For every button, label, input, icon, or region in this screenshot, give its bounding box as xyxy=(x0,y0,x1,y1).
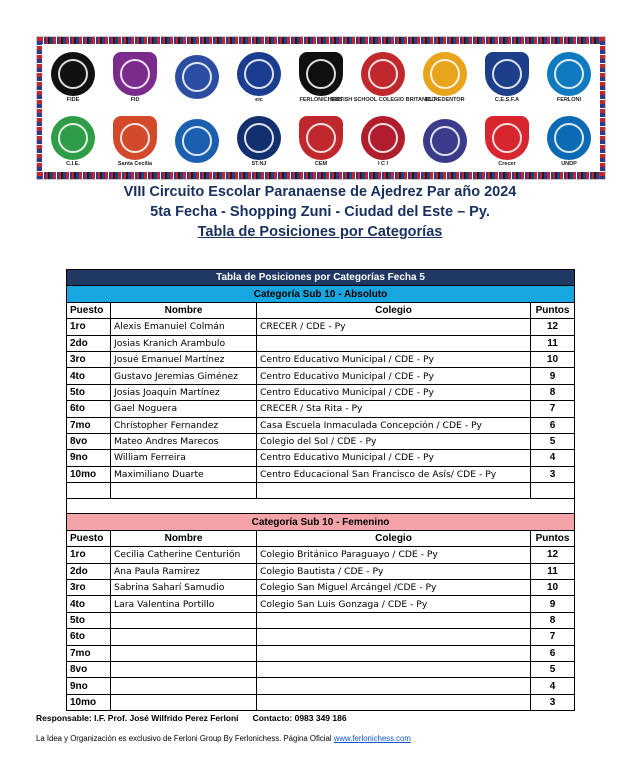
player-name-cell xyxy=(111,629,257,645)
logo-emblem-ring xyxy=(430,126,460,156)
player-name-cell xyxy=(111,645,257,661)
table-row xyxy=(67,335,575,351)
table-row xyxy=(67,401,575,417)
logo-caption: CEM xyxy=(314,160,328,167)
cesfa-icon xyxy=(481,49,533,105)
col-header-colegio: Colegio xyxy=(257,302,531,318)
points-cell: 6 xyxy=(531,417,575,433)
school-cell: CRECER / CDE - Py xyxy=(257,319,531,335)
points-cell: 8 xyxy=(531,384,575,400)
stnj-icon xyxy=(233,113,285,169)
school-cell xyxy=(257,335,531,351)
school-cell xyxy=(257,694,531,710)
logo-caption: FERLONI xyxy=(556,96,582,103)
school-cell: Centro Educacional San Francisco de Asís/ CDE - Py xyxy=(257,466,531,482)
logo-caption: C.I.E. xyxy=(66,160,80,167)
logo-emblem-ring xyxy=(306,123,336,153)
logo-emblem-ring xyxy=(554,59,584,89)
logo-emblem xyxy=(113,116,157,160)
banner-border-top xyxy=(37,37,605,44)
position-cell: 4to xyxy=(67,368,111,384)
crecer-icon xyxy=(481,113,533,169)
undp-icon xyxy=(543,113,595,169)
gap-cell xyxy=(67,499,575,514)
points-cell: 10 xyxy=(531,351,575,367)
responsable-text: Responsable: I.F. Prof. José Wilfrido Perez Ferloni xyxy=(36,713,239,723)
position-cell: 3ro xyxy=(67,580,111,596)
logo-emblem-ring xyxy=(120,123,150,153)
logo-caption: FERLONICHESS xyxy=(299,96,343,103)
position-cell: 7mo xyxy=(67,645,111,661)
category-header xyxy=(67,514,575,530)
standings-body xyxy=(67,270,575,711)
points-cell: 4 xyxy=(531,450,575,466)
col-header-nombre: Nombre xyxy=(111,302,257,318)
redentor-icon xyxy=(419,49,471,105)
position-cell: 5to xyxy=(67,384,111,400)
santa-rita-icon xyxy=(419,113,471,169)
logo-emblem xyxy=(237,52,281,96)
logo-row-bottom xyxy=(47,111,595,171)
table-row xyxy=(67,629,575,645)
logo-emblem xyxy=(361,116,405,160)
logo-emblem xyxy=(299,116,343,160)
logo-emblem-ring xyxy=(306,59,336,89)
logo-caption: eic xyxy=(255,96,263,103)
logo-emblem-ring xyxy=(368,59,398,89)
school-cell: Centro Educativo Municipal / CDE - Py xyxy=(257,368,531,384)
position-cell: 2do xyxy=(67,335,111,351)
logo-emblem xyxy=(299,52,343,96)
table-row xyxy=(67,645,575,661)
eic-logo-icon xyxy=(233,49,285,105)
table-row xyxy=(67,678,575,694)
points-cell: 6 xyxy=(531,645,575,661)
table-row xyxy=(67,563,575,579)
points-cell: 7 xyxy=(531,629,575,645)
cem-logo-icon xyxy=(295,113,347,169)
banner-border-bottom xyxy=(37,172,605,179)
table-main-header xyxy=(67,270,575,286)
school-cell: Centro Educativo Municipal / CDE - Py xyxy=(257,351,531,367)
fid-crest-icon xyxy=(109,49,161,105)
table-row xyxy=(67,694,575,710)
category-header xyxy=(67,286,575,302)
document-titles xyxy=(0,182,640,242)
player-name-cell xyxy=(111,612,257,628)
player-name-cell: Mateo Andres Marecos xyxy=(111,433,257,449)
table-row xyxy=(67,596,575,612)
points-cell: 4 xyxy=(531,678,575,694)
points-cell: 12 xyxy=(531,319,575,335)
table-row xyxy=(67,450,575,466)
col-header-puesto: Puesto xyxy=(67,530,111,546)
logo-emblem-ring xyxy=(492,59,522,89)
logo-emblem-ring xyxy=(182,126,212,156)
points-cell: 12 xyxy=(531,547,575,563)
event-subtitle: 5ta Fecha - Shopping Zuni - Ciudad del Este – Py. xyxy=(150,204,490,220)
player-name-cell xyxy=(111,694,257,710)
standings-table xyxy=(66,269,575,711)
school-cell: CRECER / Sta Rita - Py xyxy=(257,401,531,417)
points-cell: 3 xyxy=(531,466,575,482)
column-header-row xyxy=(67,530,575,546)
logo-caption: I C I xyxy=(377,160,389,167)
blank-cell xyxy=(531,483,575,499)
points-cell: 5 xyxy=(531,661,575,677)
position-cell: 9no xyxy=(67,678,111,694)
banner-border-left xyxy=(37,37,42,179)
logo-emblem-ring xyxy=(58,123,88,153)
position-cell: 7mo xyxy=(67,417,111,433)
player-name-cell: William Ferreira xyxy=(111,450,257,466)
column-header-row xyxy=(67,302,575,318)
points-cell: 3 xyxy=(531,694,575,710)
position-cell: 9no xyxy=(67,450,111,466)
points-cell: 5 xyxy=(531,433,575,449)
logo-caption: EL REDENTOR xyxy=(425,96,465,103)
table-row xyxy=(67,466,575,482)
player-name-cell: Sabrina Saharí Samudio xyxy=(111,580,257,596)
school-cell: Colegio Británico Paraguayo / CDE - Py xyxy=(257,547,531,563)
chess-king-icon xyxy=(47,49,99,105)
blank-cell xyxy=(111,483,257,499)
colegio-crece-icon xyxy=(171,113,223,169)
player-name-cell: Lara Valentina Portillo xyxy=(111,596,257,612)
ferloni-icon xyxy=(543,49,595,105)
points-cell: 10 xyxy=(531,580,575,596)
logo-emblem xyxy=(547,52,591,96)
contact-text: Contacto: 0983 349 186 xyxy=(252,713,347,723)
logo-emblem xyxy=(485,52,529,96)
points-cell: 9 xyxy=(531,368,575,384)
player-name-cell xyxy=(111,678,257,694)
player-name-cell: Maximiliano Duarte xyxy=(111,466,257,482)
player-name-cell: Josué Emanuel Martínez xyxy=(111,351,257,367)
logo-caption: ST.NJ xyxy=(251,160,267,167)
logo-row-top xyxy=(47,47,595,107)
logo-caption: Crecer xyxy=(498,160,516,167)
col-header-nombre: Nombre xyxy=(111,530,257,546)
logo-caption: BRITISH SCHOOL COLEGIO BRITANICO xyxy=(330,96,436,103)
school-cell: Casa Escuela Inmaculada Concepción / CDE - Py xyxy=(257,417,531,433)
school-cell xyxy=(257,629,531,645)
table-row xyxy=(67,580,575,596)
col-header-puntos: Puntos xyxy=(531,530,575,546)
logo-emblem-ring xyxy=(182,62,212,92)
points-cell: 8 xyxy=(531,612,575,628)
points-cell: 11 xyxy=(531,563,575,579)
footer-credits-line xyxy=(36,734,411,743)
logo-emblem xyxy=(51,52,95,96)
official-site-link[interactable]: www.ferlonichess.com xyxy=(333,734,411,743)
table-row xyxy=(67,368,575,384)
player-name-cell: Alexis Emanuiel Colmán xyxy=(111,319,257,335)
logo-emblem xyxy=(547,116,591,160)
school-cell xyxy=(257,661,531,677)
position-cell: 1ro xyxy=(67,319,111,335)
category-title: Categoría Sub 10 - Absoluto xyxy=(67,286,575,302)
player-name-cell: Gael Noguera xyxy=(111,401,257,417)
table-row xyxy=(67,417,575,433)
col-header-puesto: Puesto xyxy=(67,302,111,318)
logo-emblem-ring xyxy=(120,59,150,89)
player-name-cell: Gustavo Jeremias Giménez xyxy=(111,368,257,384)
british-shield-icon xyxy=(330,49,436,105)
position-cell: 6to xyxy=(67,401,111,417)
standings-heading: Tabla de Posiciones por Categorías xyxy=(197,224,443,240)
logo-emblem xyxy=(485,116,529,160)
logo-caption: FIDE xyxy=(66,96,80,103)
blank-cell xyxy=(67,483,111,499)
position-cell: 10mo xyxy=(67,466,111,482)
ici-logo-icon xyxy=(357,113,409,169)
school-cell: Colegio San Miguel Arcángel /CDE - Py xyxy=(257,580,531,596)
logo-emblem-ring xyxy=(492,123,522,153)
banner-border-right xyxy=(600,37,605,179)
player-name-cell: Ana Paula Ramirez xyxy=(111,563,257,579)
credits-text: La Idea y Organización es exclusivo de Ferloni Group By Ferlonichess. Página Oficial xyxy=(36,734,334,743)
table-row xyxy=(67,433,575,449)
logo-emblem-ring xyxy=(554,123,584,153)
logo-emblem xyxy=(175,55,219,99)
table-main-title: Tabla de Posiciones por Categorías Fecha 5 xyxy=(67,270,575,286)
logo-emblem xyxy=(113,52,157,96)
position-cell: 2do xyxy=(67,563,111,579)
position-cell: 10mo xyxy=(67,694,111,710)
logo-emblem xyxy=(423,52,467,96)
cie-logo-icon xyxy=(47,113,99,169)
standings-heading-wrap xyxy=(0,222,640,242)
table-row xyxy=(67,612,575,628)
col-header-colegio: Colegio xyxy=(257,530,531,546)
footer-contact-line xyxy=(36,713,347,723)
logo-emblem xyxy=(175,119,219,163)
logo-banner xyxy=(36,36,606,180)
logo-emblem xyxy=(51,116,95,160)
school-cell xyxy=(257,678,531,694)
school-cell: Centro Educativo Municipal / CDE - Py xyxy=(257,384,531,400)
col-header-puntos: Puntos xyxy=(531,302,575,318)
player-name-cell: Josias Kranich Arambulo xyxy=(111,335,257,351)
position-cell: 8vo xyxy=(67,661,111,677)
category-title: Categoría Sub 10 - Femenino xyxy=(67,514,575,530)
logo-emblem xyxy=(361,52,405,96)
table-row xyxy=(67,547,575,563)
player-name-cell: Christopher Fernandez xyxy=(111,417,257,433)
event-title: VIII Circuito Escolar Paranaense de Ajedrez Par año 2024 xyxy=(123,184,517,200)
table-row xyxy=(67,319,575,335)
table-row xyxy=(67,351,575,367)
santa-cecilia-icon xyxy=(109,113,161,169)
position-cell: 6to xyxy=(67,629,111,645)
position-cell: 3ro xyxy=(67,351,111,367)
school-cell xyxy=(257,645,531,661)
cross-shield-icon xyxy=(171,49,223,105)
logo-caption: Santa Cecilia xyxy=(117,160,153,167)
logo-emblem-ring xyxy=(430,59,460,89)
logo-caption: UNDP xyxy=(561,160,577,167)
position-cell: 1ro xyxy=(67,547,111,563)
blank-row xyxy=(67,483,575,499)
school-cell: Centro Educativo Municipal / CDE - Py xyxy=(257,450,531,466)
logo-caption: C.E.S.F.A xyxy=(494,96,520,103)
player-name-cell: Josias Joaquin Martínez xyxy=(111,384,257,400)
points-cell: 9 xyxy=(531,596,575,612)
category-gap-row xyxy=(67,499,575,514)
position-cell: 8vo xyxy=(67,433,111,449)
logo-emblem-ring xyxy=(58,59,88,89)
table-row xyxy=(67,661,575,677)
logo-emblem-ring xyxy=(244,59,274,89)
logo-emblem-ring xyxy=(244,123,274,153)
logo-emblem xyxy=(237,116,281,160)
player-name-cell: Cecilia Catherine Centurión xyxy=(111,547,257,563)
logo-emblem xyxy=(423,119,467,163)
player-name-cell xyxy=(111,661,257,677)
school-cell: Colegio Bautista / CDE - Py xyxy=(257,563,531,579)
school-cell: Colegio del Sol / CDE - Py xyxy=(257,433,531,449)
school-cell xyxy=(257,612,531,628)
points-cell: 7 xyxy=(531,401,575,417)
logo-emblem-ring xyxy=(368,123,398,153)
logo-caption: FID xyxy=(130,96,140,103)
school-cell: Colegio San Luis Gonzaga / CDE - Py xyxy=(257,596,531,612)
blank-cell xyxy=(257,483,531,499)
position-cell: 4to xyxy=(67,596,111,612)
points-cell: 11 xyxy=(531,335,575,351)
position-cell: 5to xyxy=(67,612,111,628)
table-row xyxy=(67,384,575,400)
